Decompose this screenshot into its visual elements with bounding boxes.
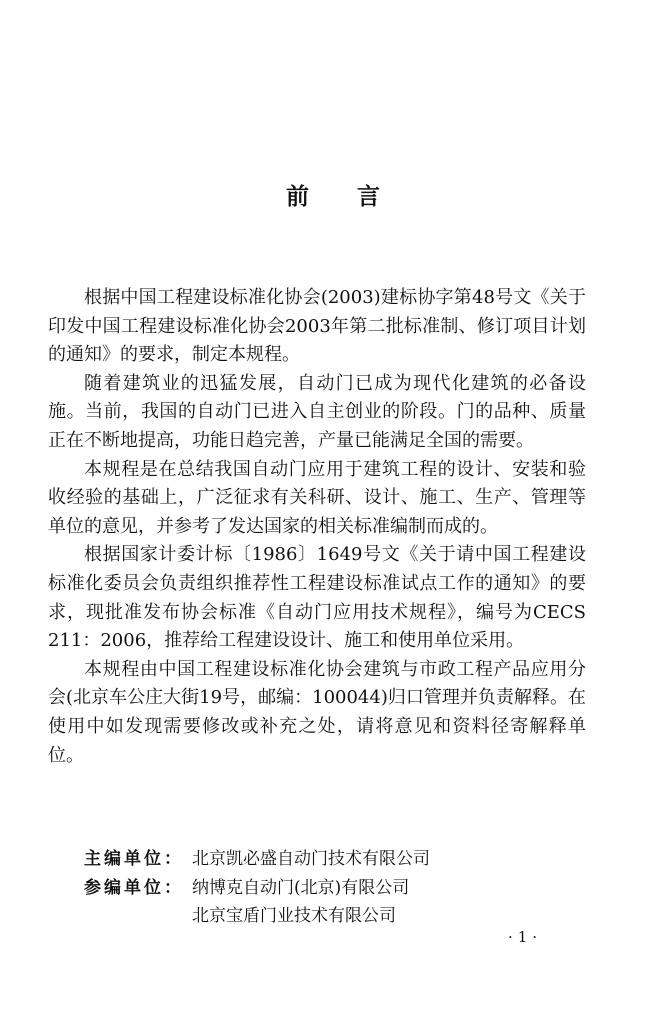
chief-editor-unit: 北京凯必盛自动门技术有限公司: [192, 849, 430, 869]
chief-editor-label: 主编单位：: [84, 849, 184, 869]
paragraph-4: 根据国家计委计标〔1986〕1649号文《关于请中国工程建设标准化委员会负责组织推荐性工程建设标准试点工作的通知》的要求，现批准发布协会标准《自动门应用技术规程》，编号为CECS 211：2006，推荐给工程建设设计、施工和使用单位采用。: [48, 544, 586, 652]
page-number: ·1·: [508, 928, 543, 946]
paragraph-2: 随着建筑业的迅猛发展，自动门已成为现代化建筑的必备设施。当前，我国的自动门已进入自主创业的阶段。门的品种、质量正在不断地提高，功能日趋完善，产量已能满足全国的需要。: [48, 372, 586, 451]
chief-editor-row: [84, 845, 430, 874]
preface-body: [48, 284, 586, 770]
paragraph-5: 本规程由中国工程建设标准化协会建筑与市政工程产品应用分会(北京车公庄大街19号，邮编：100044)归口管理并负责解释。在使用中如发现需要修改或补充之处，请将意见和资料径寄解释单位。: [48, 658, 586, 766]
page-title: 前言: [286, 184, 428, 210]
paragraph-3: 本规程是在总结我国自动门应用于建筑工程的设计、安装和验收经验的基础上，广泛征求有关科研、设计、施工、生产、管理等单位的意见，并参考了发达国家的相关标准编制而成的。: [48, 458, 586, 537]
participating-unit-1: 纳博克自动门(北京)有限公司: [192, 877, 410, 898]
participating-unit-2: 北京宝盾门业技术有限公司: [192, 906, 396, 927]
participating-editor-row-2: [84, 902, 430, 931]
participating-editor-row: [84, 874, 430, 903]
paragraph-1: 根据中国工程建设标准化协会(2003)建标协字第48号文《关于印发中国工程建设标准化协会2003年第二批标准制、修订项目计划的通知》的要求，制定本规程。: [48, 287, 586, 366]
participating-editor-label: 参编单位：: [84, 877, 184, 898]
credits-block: [84, 845, 430, 931]
